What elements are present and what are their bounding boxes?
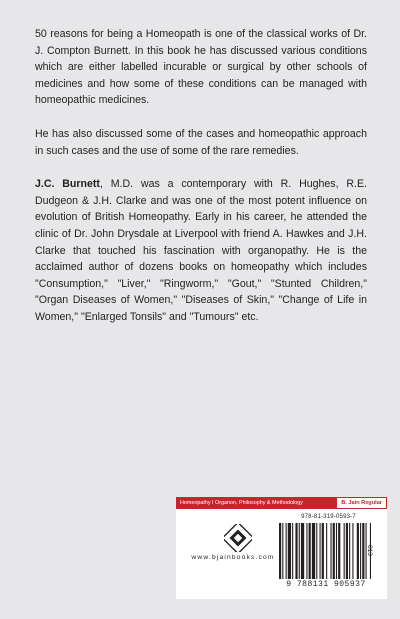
barcode xyxy=(279,523,371,579)
barcode-stripe xyxy=(306,523,307,579)
barcode-stripe xyxy=(295,523,297,579)
publisher-imprint: B. Jain Regular xyxy=(337,498,386,508)
author-bio xyxy=(35,176,367,325)
barcode-digits: 9 788131 905937 xyxy=(286,580,366,589)
isbn-text: 978-81-319-0593-7 xyxy=(301,514,356,520)
barcode-stripe xyxy=(301,523,304,579)
barcode-stripe xyxy=(349,523,350,579)
barcode-stripe xyxy=(360,523,361,579)
barcode-stripe xyxy=(352,523,353,579)
category-label: Homeopathy I Organon, Philosophy & Methodology xyxy=(180,500,303,506)
barcode-box xyxy=(176,497,387,599)
barcode-stripe xyxy=(326,523,327,579)
barcode-stripe xyxy=(299,523,300,579)
barcode-stripe xyxy=(344,523,345,579)
bjain-logo-icon xyxy=(224,524,252,552)
barcode-stripe xyxy=(322,523,324,579)
barcode-stripe xyxy=(346,523,348,579)
barcode-stripe xyxy=(320,523,321,579)
back-cover-blurb xyxy=(35,26,367,343)
barcode-stripe xyxy=(312,523,315,579)
barcode-stripe xyxy=(338,523,340,579)
barcode-stripe xyxy=(333,523,335,579)
side-code: 013 xyxy=(366,545,373,556)
barcode-stripe xyxy=(286,523,287,579)
barcode-stripe xyxy=(288,523,291,579)
blurb-paragraph-2: He has also discussed some of the cases and homeopathic approach in such cases and the use of some of the rare remedies. xyxy=(35,127,367,157)
barcode-stripe xyxy=(336,523,337,579)
barcode-stripe xyxy=(357,523,359,579)
author-bio-text: , M.D. was a contemporary with R. Hughes, R.E. Dudgeon & J.H. Clarke and was one of the most potent influence on evolution of British Homeopathy. Early in his career, he attended the clinic of Dr. John Drysdale at Liverpool with friend A. Hawkes and J.H. Clarke that touched his fascination with organopathy. He is the acclaimed author of dozens books on homeopathy which includes "Consumption," "Liver," "Ringworm," "Gout," "Stunted Children," "Organ Diseases of Women," "Diseases of Skin," "Change of Life in Women," "Enlarged Tonsils" and "Tumours" etc. xyxy=(35,178,367,323)
barcode-stripe xyxy=(309,523,311,579)
barcode-stripe xyxy=(330,523,331,579)
barcode-stripe xyxy=(316,523,317,579)
barcode-stripe xyxy=(279,523,281,579)
author-name: J.C. Burnett xyxy=(35,178,100,191)
barcode-stripe xyxy=(282,523,283,579)
category-bar xyxy=(176,497,387,509)
blurb-paragraph-1: 50 reasons for being a Homeopath is one of the classical works of Dr. J. Compton Burnett. In this book he has discussed various conditions which are either labelled incurable or surgical by other schools of medicines and how some of these conditions can be managed with homeopathic medicines. xyxy=(35,28,367,107)
barcode-stripe xyxy=(362,523,364,579)
website-url: www.bjainbooks.com xyxy=(191,554,275,561)
barcode-stripe xyxy=(292,523,293,579)
